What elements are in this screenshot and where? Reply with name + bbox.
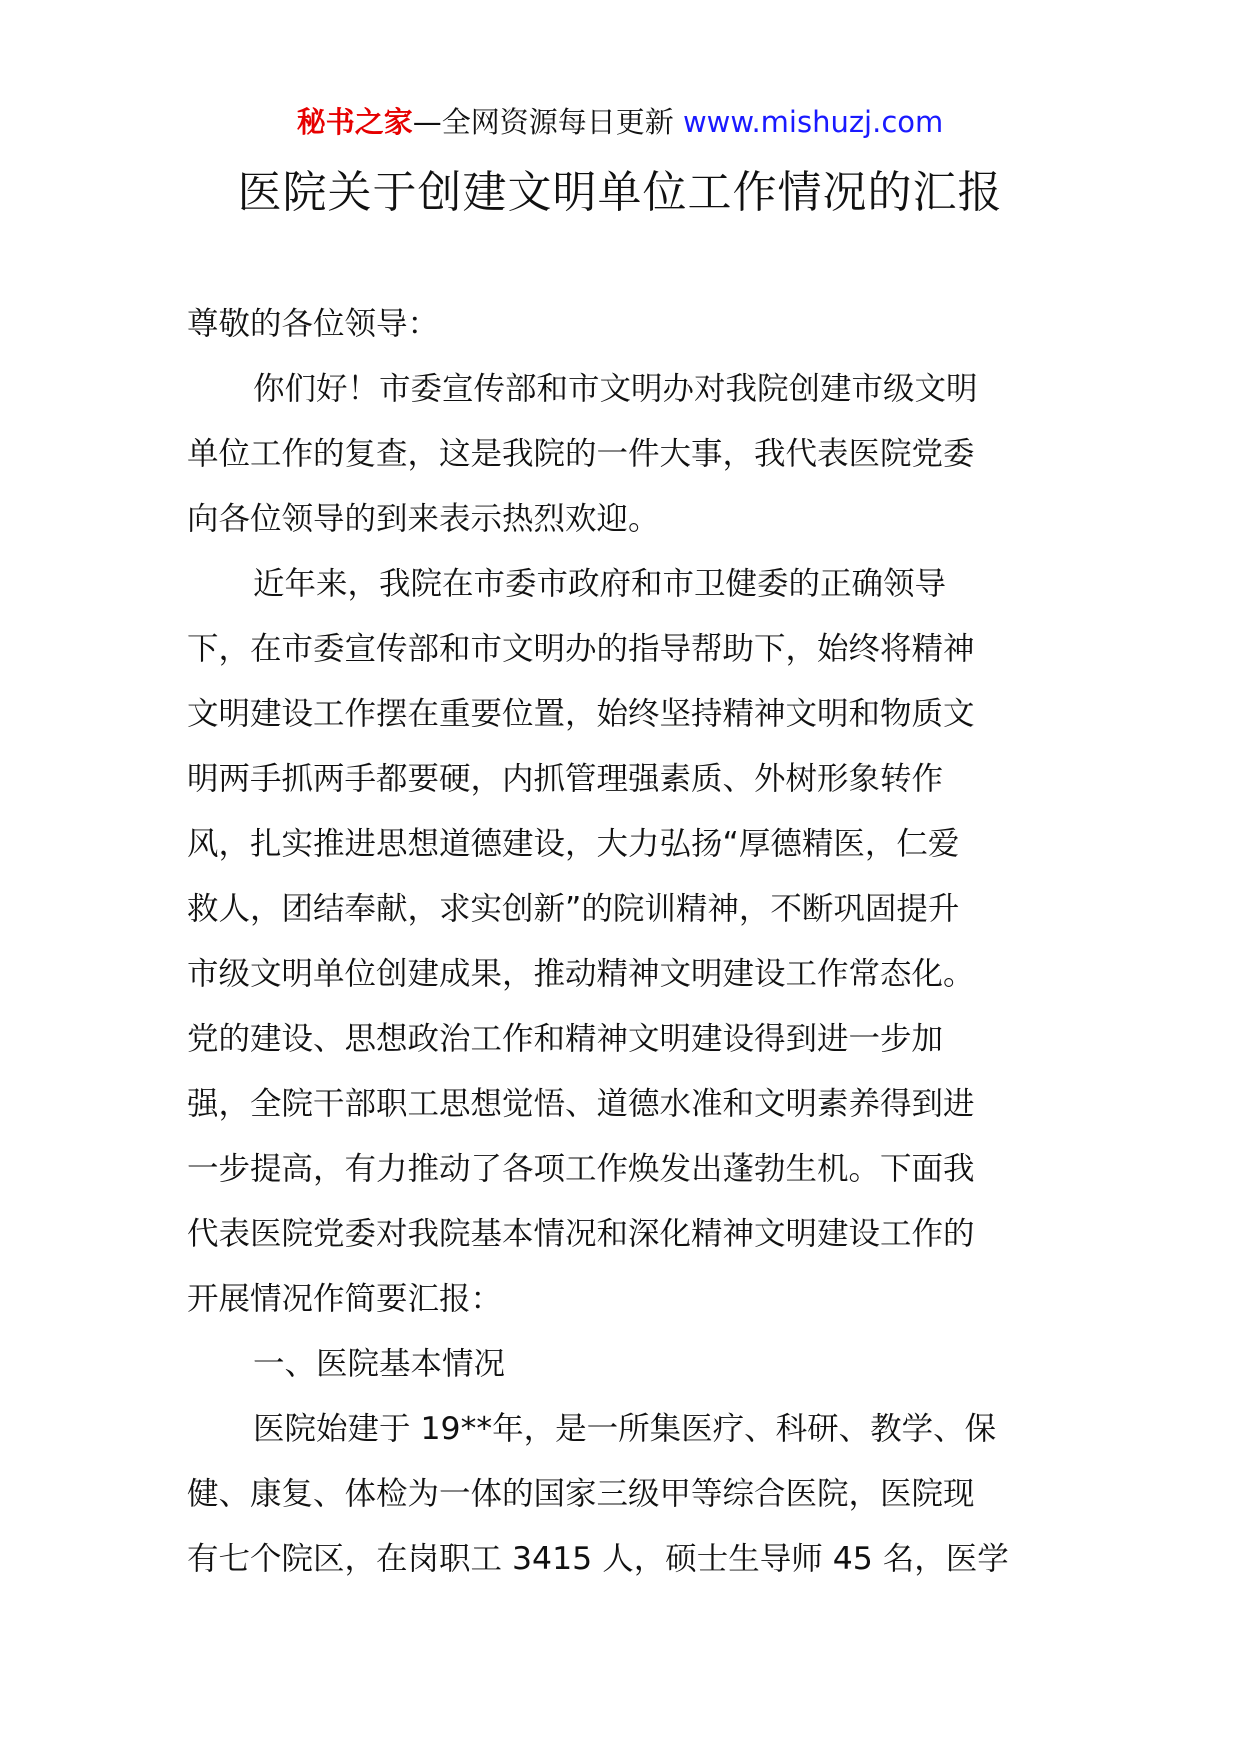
text-line: 下，在市委宣传部和市文明办的指导帮助下，始终将精神 (187, 631, 975, 667)
text-line: 党的建设、思想政治工作和精神文明建设得到进一步加 (187, 1021, 944, 1057)
text-line: 代表医院党委对我院基本情况和深化精神文明建设工作的 (187, 1216, 975, 1252)
text-line: 向各位领导的到来表示热烈欢迎。 (187, 501, 660, 537)
text-line: 健、康复、体检为一体的国家三级甲等综合医院，医院现 (187, 1476, 975, 1512)
text-line: 强，全院干部职工思想觉悟、道德水准和文明素养得到进 (187, 1086, 975, 1122)
website-link[interactable]: www.mishuzj.com (682, 105, 944, 139)
salutation: 尊敬的各位领导： (187, 306, 440, 342)
text-line: 文明建设工作摆在重要位置，始终坚持精神文明和物质文 (187, 696, 975, 732)
text-line: 医院始建于 19**年，是一所集医疗、科研、教学、保 (253, 1411, 997, 1447)
text-line: 单位工作的复查，这是我院的一件大事，我代表医院党委 (187, 436, 975, 472)
brand-name: 秘书之家 (296, 105, 413, 139)
text-line: 你们好！市委宣传部和市文明办对我院创建市级文明 (253, 371, 978, 407)
text-line: 风，扎实推进思想道德建设，大力弘扬“厚德精医，仁爱 (187, 826, 960, 862)
text-line: 开展情况作简要汇报： (187, 1281, 503, 1317)
document-body (187, 292, 1055, 1592)
section-heading: 一、医院基本情况 (253, 1346, 506, 1382)
text-line: 一步提高，有力推动了各项工作焕发出蓬勃生机。下面我 (187, 1151, 975, 1187)
text-line: 明两手抓两手都要硬，内抓管理强素质、外树形象转作 (187, 761, 944, 797)
text-line: 有七个院区，在岗职工 3415 人，硕士生导师 45 名，医学 (187, 1541, 1009, 1577)
document-title: 医院关于创建文明单位工作情况的汇报 (237, 167, 1003, 218)
header-tagline: —全网资源每日更新 (412, 105, 683, 139)
text-line: 市级文明单位创建成果，推动精神文明建设工作常态化。 (187, 956, 975, 992)
watermark-header (0, 100, 1240, 144)
text-line: 近年来，我院在市委市政府和市卫健委的正确领导 (253, 566, 947, 602)
text-line: 救人，团结奉献，求实创新”的院训精神，不断巩固提升 (187, 891, 960, 927)
